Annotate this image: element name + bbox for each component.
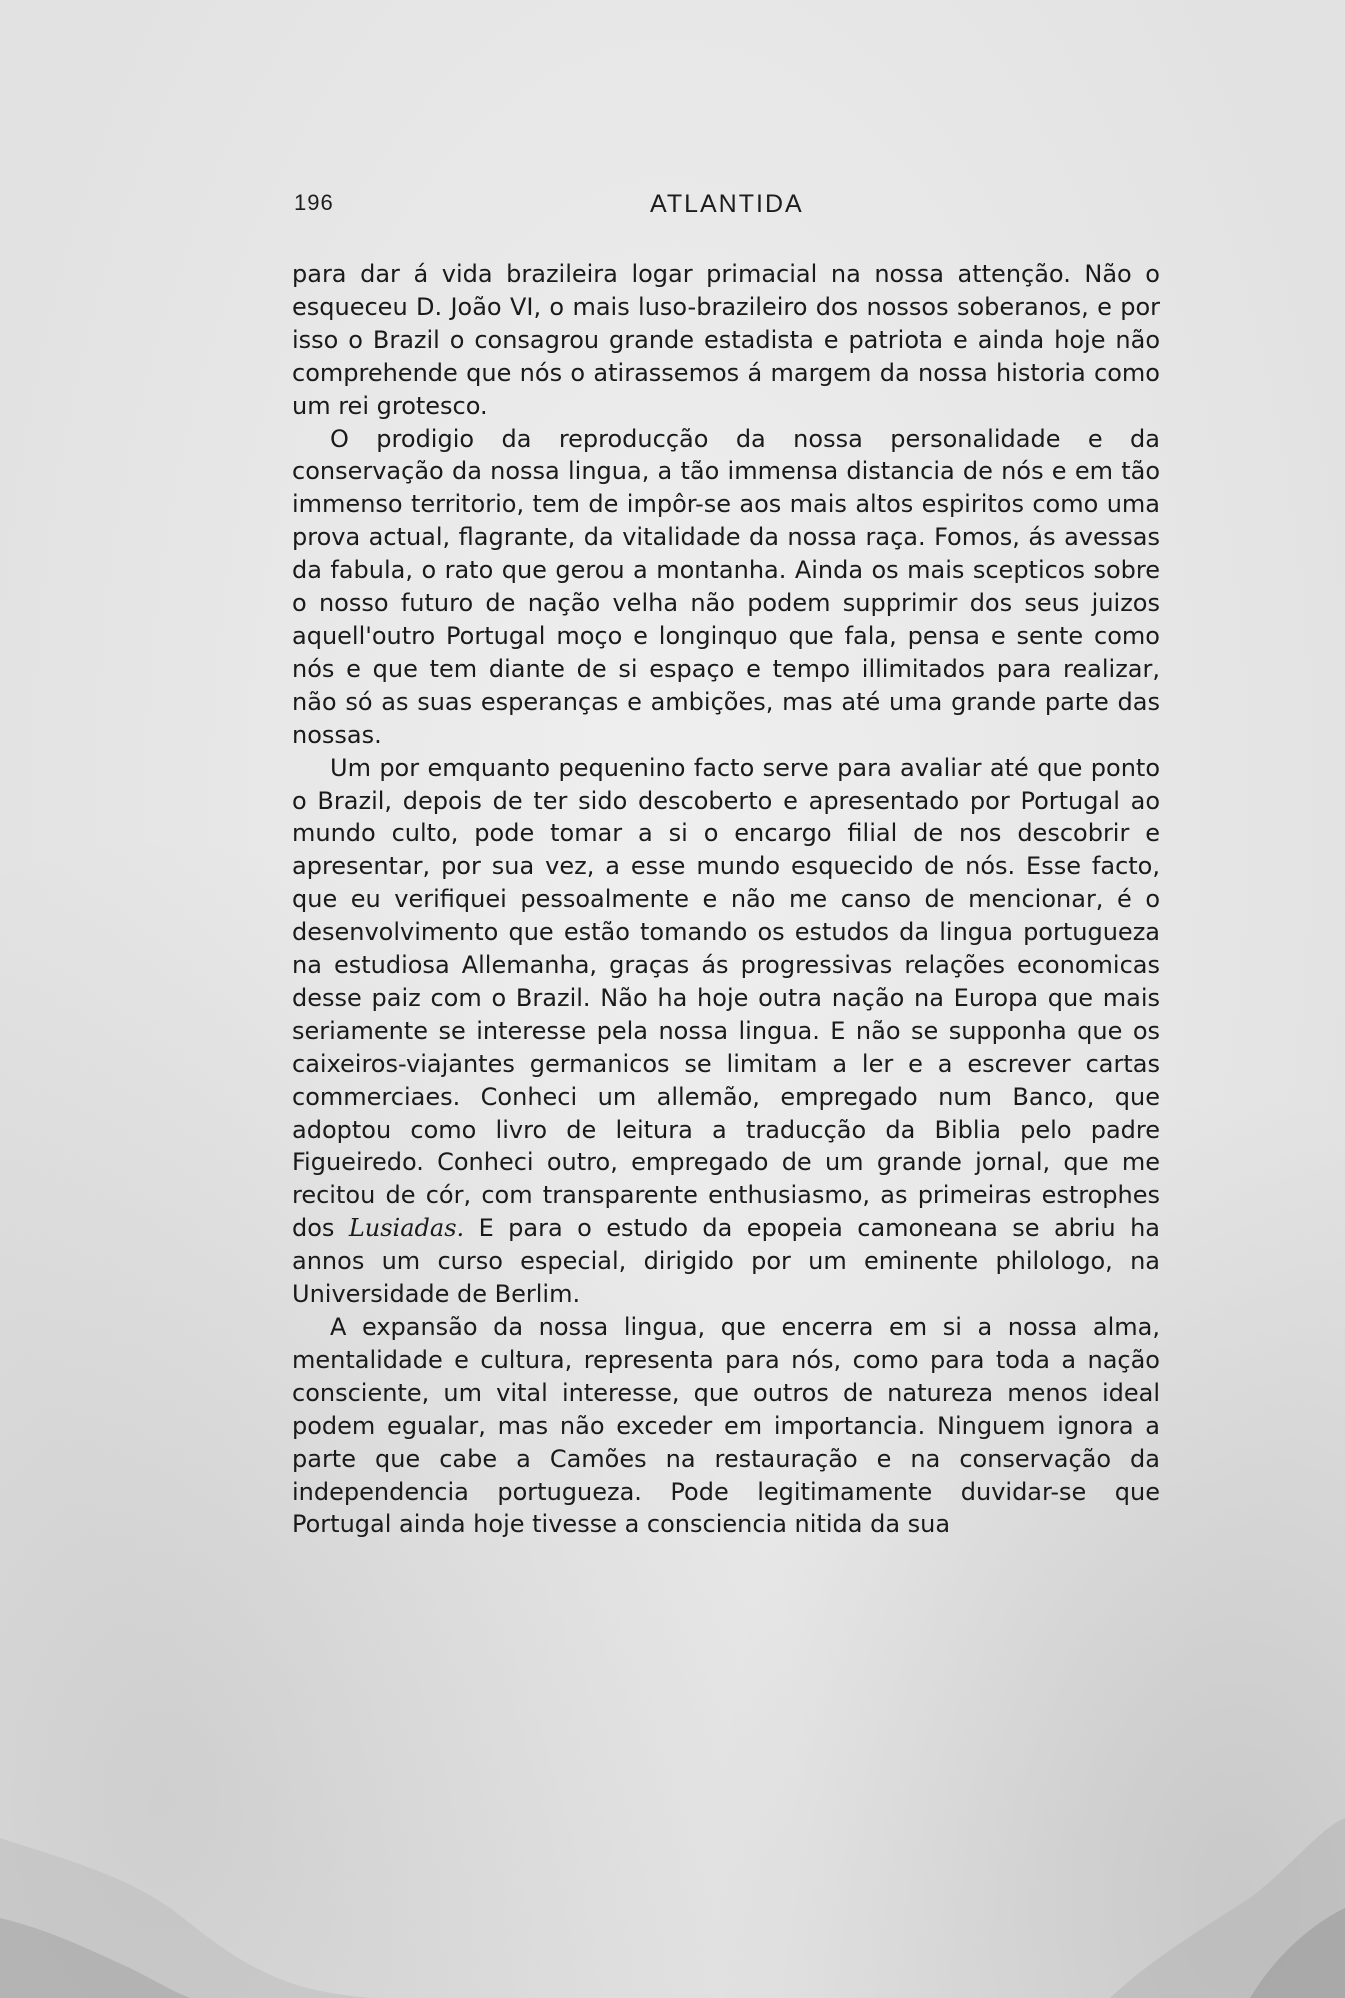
paragraph [292, 1311, 1160, 1541]
paragraph [292, 752, 1160, 1311]
paper-damage-shading [0, 1668, 1345, 1998]
italic-title: Lusiadas. [348, 1214, 465, 1243]
body-text [292, 258, 1160, 1541]
paragraph [292, 423, 1160, 752]
paragraph-text: A expansão da nossa lingua, que encerra em si a nossa alma, mentalidade e cultura, representa para nós, como para toda a nação consciente, um vital interesse, que outros de natureza menos ideal podem egualar, mas não exceder em importancia. Ninguem ignora a parte que cabe a Camões na restauração e na conservação da independencia portugueza. Pode legitimamente duvidar-se que Portugal ainda hoje tivesse a consciencia nitida da sua [292, 1313, 1160, 1539]
running-title: ATLANTIDA [650, 190, 804, 218]
paragraph-text: O prodigio da reproducção da nossa personalidade e da conservação da nossa lingua, a tão immensa distancia de nós e em tão immenso territorio, tem de impôr-se aos mais altos espiritos como uma prova actual, flagrante, da vitalidade da nossa raça. Fomos, ás avessas da fabula, o rato que gerou a montanha. Ainda os mais scepticos sobre o nosso futuro de nação velha não podem supprimir dos seus juizos aquell'outro Portugal moço e longinquo que fala, pensa e sente como nós e que tem diante de si espaço e tempo illimitados para realizar, não só as suas esperanças e ambições, mas até uma grande parte das nossas. [292, 424, 1160, 749]
running-head [294, 190, 1238, 230]
paragraph [292, 258, 1160, 423]
paragraph-text: para dar á vida brazileira logar primacial na nossa attenção. Não o esqueceu D. João VI, o mais luso-brazileiro dos nossos soberanos, e por isso o Brazil o consagrou grande estadista e patriota e ainda hoje não comprehende que nós o atirassemos á margem da nossa historia como um rei grotesco. [292, 260, 1160, 420]
paragraph-text: Um por emquanto pequenino facto serve para avaliar até que ponto o Brazil, depois de ter sido descoberto e apresentado por Portugal ao mundo culto, pode tomar a si o encargo filial de nos descobrir e apresentar, por sua vez, a esse mundo esquecido de nós. Esse facto, que eu verifiquei pessoalmente e não me canso de mencionar, é o desenvolvimento que estão tomando os estudos da lingua portugueza na estudiosa Allemanha, graças ás progressivas relações economicas desse paiz com o Brazil. Não ha hoje outra nação na Europa que mais seriamente se interesse pela nossa lingua. E não se supponha que os caixeiros-viajantes germanicos se limitam a ler e a escrever cartas commerciaes. Conheci um allemão, empregado num Banco, que adoptou como livro de leitura a traducção da Biblia pelo padre Figueiredo. Conheci outro, empregado de um grande jornal, que me recitou de cór, com transparente enthusiasmo, as primeiras estrophes dos [292, 753, 1160, 1243]
page-number: 196 [294, 190, 334, 215]
paragraph-text: E para o estudo da epopeia camoneana se abriu ha annos um curso especial, dirigido por um eminente philologo, na Universidade de Berlim. [292, 1214, 1160, 1309]
